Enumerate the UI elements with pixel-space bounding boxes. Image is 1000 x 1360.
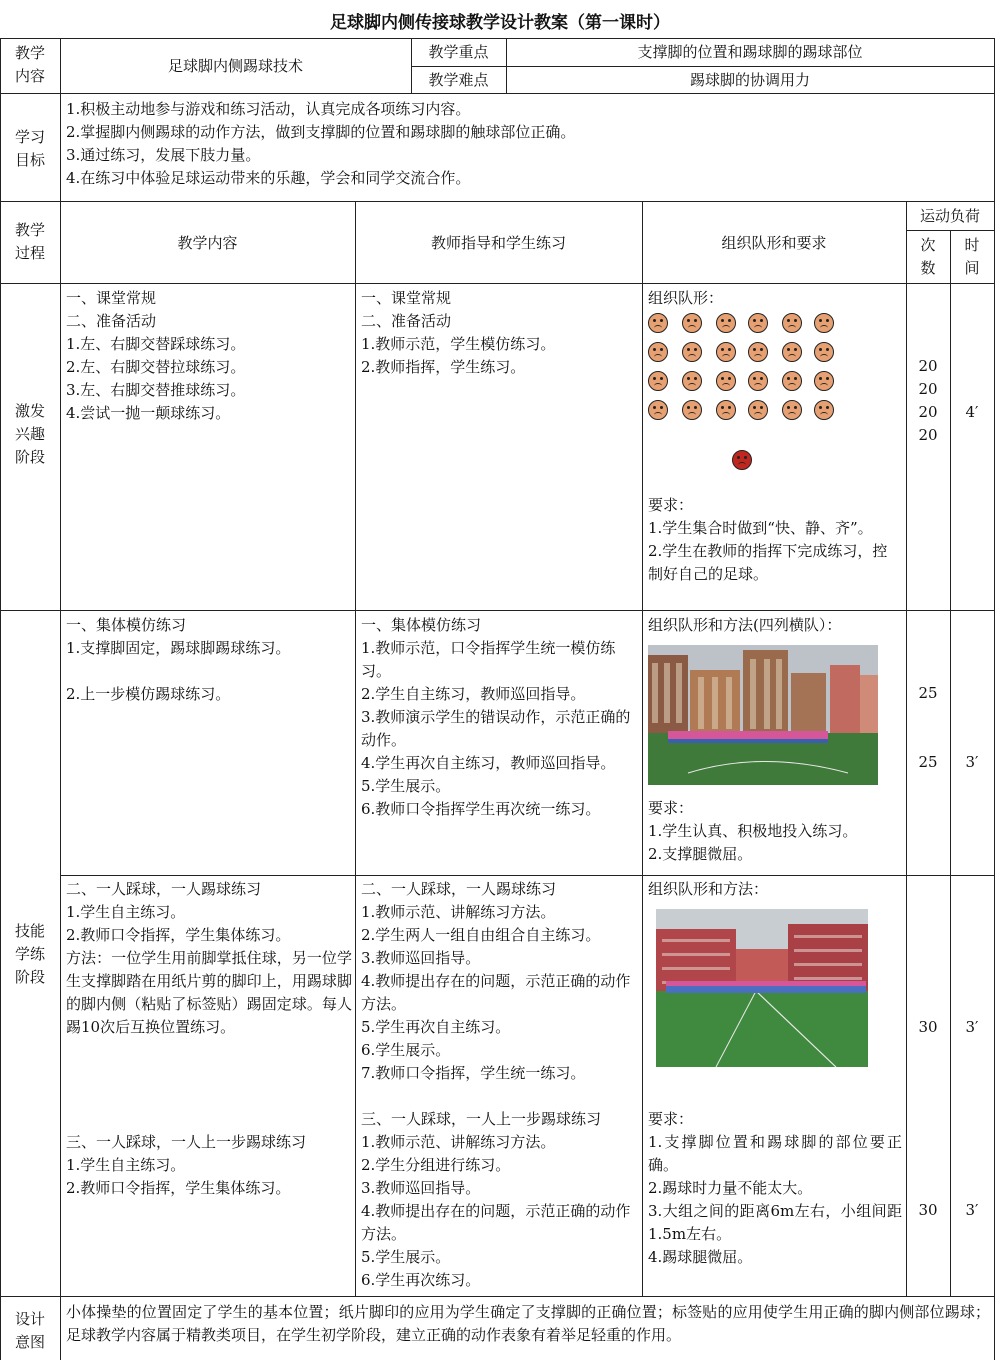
col-header-org: 组织队形和要求 [721, 234, 827, 252]
student-face-icon [716, 342, 736, 362]
col-header-load: 运动负荷 [919, 207, 980, 225]
stage2-label: 技能 学练 阶段 [14, 922, 45, 986]
student-face-icon [648, 342, 668, 362]
stage2b-content-b: 三、一人踩球，一人上一步踢球练习 1.学生自主练习。 2.教师口令指挥，学生集体练习。 [66, 1133, 307, 1197]
student-face-icon [748, 313, 768, 333]
student-face-icon [716, 313, 736, 333]
design-text: 小体操垫的位置固定了学生的基本位置；纸片脚印的应用为学生确定了支撑脚的正确位置；标签贴的应用使学生用正确的脚内侧部位踢球；足球教学内容属于精教类项目，在学生初学阶段，建立正确的动作表象有着举足轻重的作用。 [66, 1303, 990, 1344]
row-divider [60, 875, 994, 876]
stage2a-time: 3′ [965, 753, 979, 771]
key-point-label: 教学重点 [428, 43, 489, 61]
stage1-requirements: 1.学生集合时做到“快、静、齐”。 2.学生在教师的指挥下完成练习，控制好自己的足球。 [648, 519, 888, 583]
stage2b-time: 3′ [965, 1201, 979, 1219]
list-item: 4.在练习中体验足球运动带来的乐趣，学会和同学交流合作。 [66, 169, 471, 187]
teacher-face-icon [732, 450, 752, 470]
stage2a-count: 25 [918, 753, 938, 771]
student-face-icon [648, 313, 668, 333]
process-label: 教学 过程 [14, 221, 45, 262]
stage1-label: 激发 兴趣 阶段 [14, 402, 45, 466]
col-header-count: 次 数 [920, 236, 936, 277]
practice-photo-buildings [648, 645, 878, 785]
row-divider [0, 93, 994, 94]
stage1-guide: 一、课堂常规 二、准备活动 1.教师示范，学生模仿练习。 2.教师指挥，学生练习。 [361, 289, 556, 376]
stage2b-req-title: 要求： [648, 1110, 694, 1128]
student-face-icon [748, 371, 768, 391]
content-value: 足球脚内侧踢球技术 [167, 57, 303, 75]
stage1-org-title: 组织队形： [648, 289, 724, 307]
design-label: 设计 意图 [14, 1310, 45, 1351]
student-face-icon [682, 313, 702, 333]
student-face-icon [682, 371, 702, 391]
formation-diagram [648, 313, 848, 478]
col-header-guide: 教师指导和学生练习 [430, 234, 566, 252]
list-item: 1.积极主动地参与游戏和练习活动，认真完成各项练习内容。 [66, 100, 471, 118]
stage2b-time: 3′ [965, 1018, 979, 1036]
col-divider [355, 201, 356, 1296]
stage2a-req-title: 要求： [648, 799, 694, 817]
stage2b-guide-b: 三、一人踩球，一人上一步踢球练习 1.教师示范、讲解练习方法。 2.学生分组进行练习。 3.教师巡回指导。 4.教师提出存在的问题，示范正确的动作方法。 5.学生展示。 6.学生再次练习。 [361, 1110, 631, 1289]
row-divider [0, 283, 994, 284]
student-face-icon [748, 400, 768, 420]
difficulty-label: 教学难点 [428, 71, 489, 89]
stage2b-count: 30 [918, 1018, 938, 1036]
student-face-icon [682, 342, 702, 362]
document-title: 足球脚内侧传接球教学设计教案（第一课时） [330, 13, 670, 33]
row-divider [0, 1296, 994, 1297]
col-header-time: 时 间 [964, 236, 980, 277]
stage1-req-title: 要求： [648, 496, 694, 514]
row-divider [0, 610, 994, 611]
stage2a-count: 25 [918, 684, 938, 702]
stage2a-content: 一、集体模仿练习 1.支撑脚固定，踢球脚踢球练习。 2.上一步模仿踢球练习。 [66, 616, 291, 703]
student-face-icon [648, 371, 668, 391]
stage2a-requirements: 1.学生认真、积极地投入练习。 2.支撑腿微屈。 [648, 822, 858, 863]
stage2b-content: 二、一人踩球，一人踢球练习 1.学生自主练习。 2.教师口令指挥，学生集体练习。 方法：一位学生用前脚掌抵住球，另一位学生支撑脚踏在用纸片剪的脚印上，用踢球脚的脚内侧（粘贴了标签贴）踢固定球。每人踢10次后互换位置练习。 [66, 880, 352, 1036]
stage1-time: 4′ [965, 403, 979, 421]
content-label: 教学 内容 [14, 44, 45, 85]
stage2a-org-title: 组织队形和方法(四列横队）： [648, 616, 842, 634]
key-point-value: 支撑脚的位置和踢球脚的踢球部位 [637, 43, 863, 61]
stage2a-guide: 一、集体模仿练习 1.教师示范，口令指挥学生统一模仿练习。 2.学生自主练习，教师巡回指导。 3.教师演示学生的错误动作，示范正确的动作。 4.学生再次自主练习，教师巡回指导。 5.学生展示。 6.教师口令指挥学生再次统一练习。 [361, 616, 631, 818]
student-face-icon [814, 371, 834, 391]
student-face-icon [682, 400, 702, 420]
student-face-icon [782, 400, 802, 420]
stage2b-guide-a: 二、一人踩球，一人踢球练习 1.教师示范、讲解练习方法。 2.学生两人一组自由组合自主练习。 3.教师巡回指导。 4.教师提出存在的问题，示范正确的动作方法。 5.学生再次自主练习。 6.学生展示。 7.教师口令指挥，学生统一练习。 [361, 880, 631, 1082]
stage2b-requirements: 1.支撑脚位置和踢球脚的部位要正确。 2.踢球时力量不能太大。 3.大组之间的距离6m左右，小组间距1.5m左右。 4.踢球腿微屈。 [648, 1133, 902, 1266]
student-face-icon [814, 400, 834, 420]
student-face-icon [648, 400, 668, 420]
difficulty-value: 踢球脚的协调用力 [689, 71, 810, 89]
stage1-counts: 20 20 20 20 [918, 357, 938, 444]
stage1-content: 一、课堂常规 二、准备活动 1.左、右脚交替踩球练习。 2.左、右脚交替拉球练习。 3.左、右脚交替推球练习。 4.尝试一抛一颠球练习。 [66, 289, 246, 422]
row-divider [0, 201, 994, 202]
student-face-icon [814, 342, 834, 362]
student-face-icon [814, 313, 834, 333]
student-face-icon [782, 371, 802, 391]
practice-photo-field [656, 909, 868, 1067]
objectives-label: 学习 目标 [14, 128, 45, 169]
col-header-content: 教学内容 [177, 234, 238, 252]
list-item: 3.通过练习，发展下肢力量。 [66, 146, 261, 164]
header-mid-divider [411, 66, 994, 67]
student-face-icon [716, 400, 736, 420]
student-face-icon [748, 342, 768, 362]
table-border-right [994, 38, 995, 1360]
list-item: 2.掌握脚内侧踢球的动作方法，做到支撑脚的位置和踢球脚的触球部位正确。 [66, 123, 576, 141]
table-border-top [0, 38, 994, 39]
student-face-icon [782, 313, 802, 333]
student-face-icon [716, 371, 736, 391]
col-divider [642, 201, 643, 1296]
objectives-list [66, 98, 986, 190]
stage2b-org-title: 组织队形和方法： [648, 880, 769, 898]
stage2b-count: 30 [918, 1201, 938, 1219]
student-face-icon [782, 342, 802, 362]
